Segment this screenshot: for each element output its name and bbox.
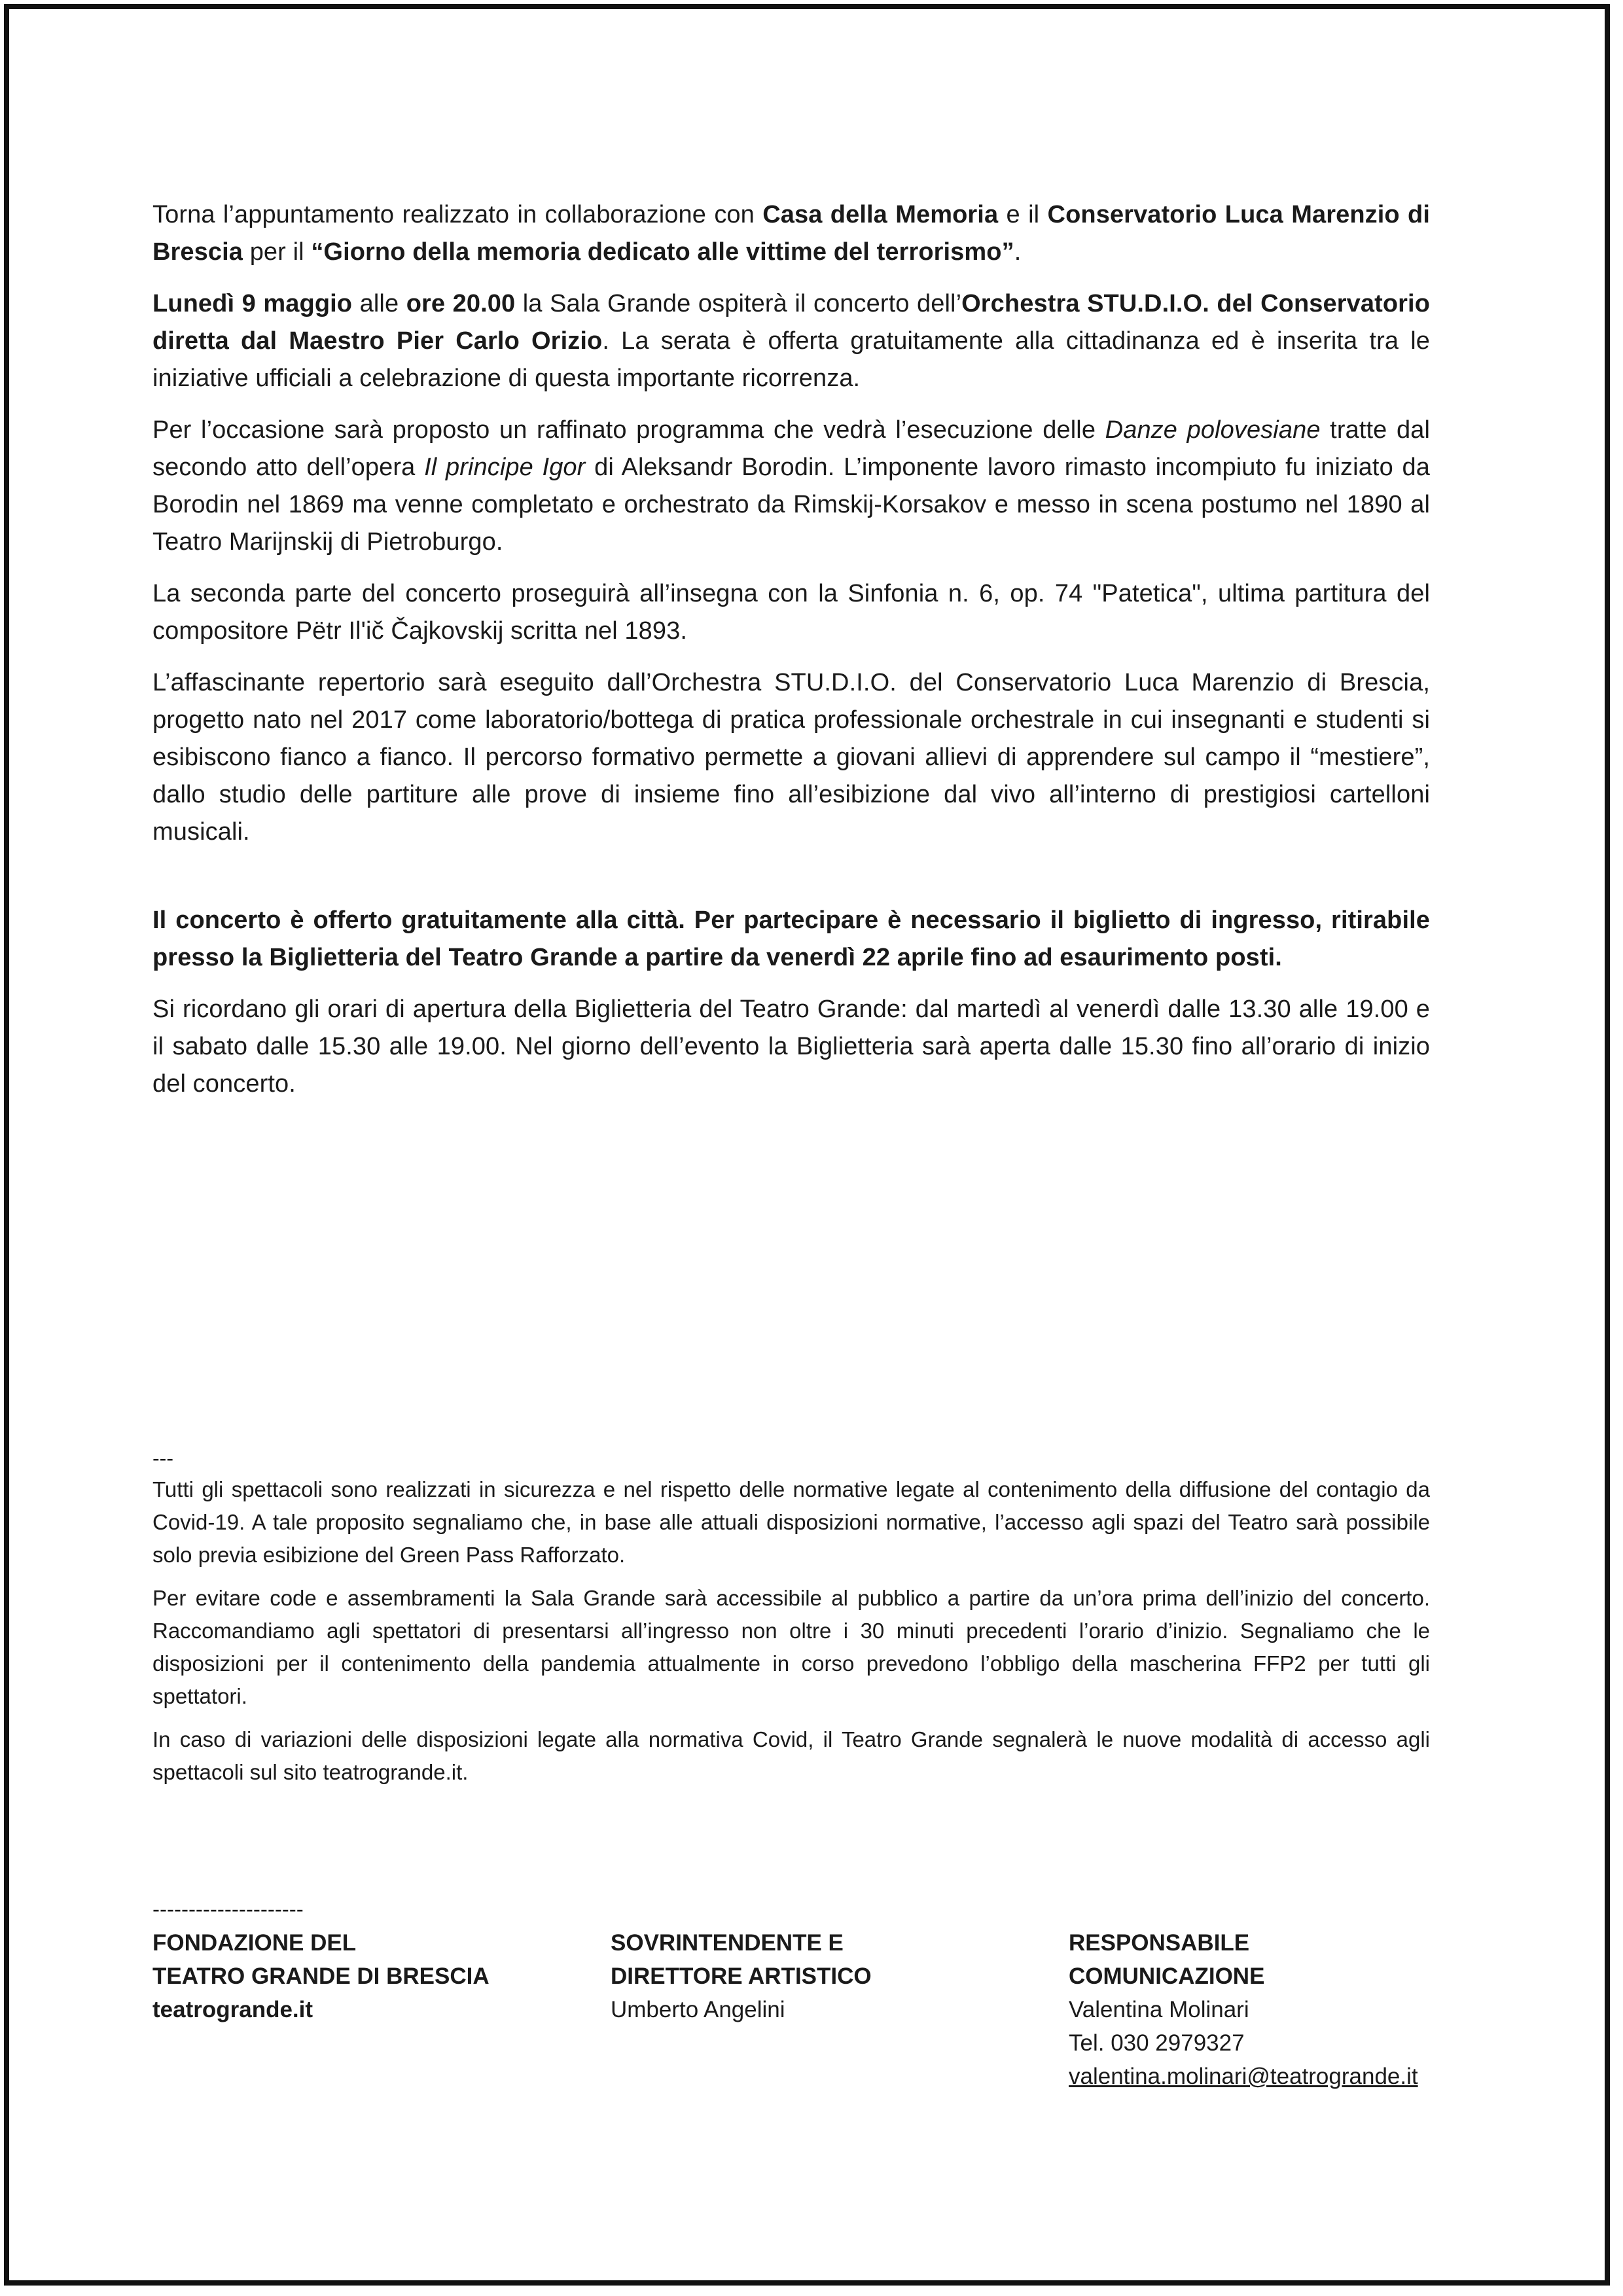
text: . xyxy=(1014,238,1022,266)
footer-separator: --------------------- xyxy=(152,1897,304,1921)
covid-notes xyxy=(152,1443,1430,1799)
note-access-time: Per evitare code e assembramenti la Sala Grande sarà accessibile al pubblico a partire da un’ora prima dell’inizio del concerto. Raccomandiamo agli spettatori di presentarsi all’ingresso non oltre i 30 minuti precedenti l’orario d’inizio. Segnaliamo che le disposizioni per il contenimento della pandemia attualmente in corso prevedono l’obbligo della mascherina FFP2 per tutti gli spettatori. xyxy=(152,1586,1430,1708)
communication-name: Valentina Molinari xyxy=(1069,1997,1249,2022)
communication-email-link[interactable]: valentina.molinari@teatrogrande.it xyxy=(1069,2064,1418,2089)
bold-text: “Giorno della memoria dedicato alle vittime del terrorismo” xyxy=(311,238,1014,266)
foundation-line: FONDAZIONE DEL xyxy=(152,1930,357,1956)
foundation-website: teatrogrande.it xyxy=(152,1997,313,2022)
notes-separator: --- xyxy=(152,1446,173,1470)
italic-text: Il principe Igor xyxy=(424,454,586,481)
paragraph-program xyxy=(152,412,1430,561)
text: di Aleksandr Borodin. L’imponente lavoro rimasto incompiuto fu iniziato da Borodin nel 1869 ma venne completato e orchestrato da Rimskij-Korsakov e messo in scena postumo nel 1890 al Teatro Marijnskij di Pietroburgo. xyxy=(152,454,1430,556)
paragraph-orchestra: L’affascinante repertorio sarà eseguito dall’Orchestra STU.D.I.O. del Conservatorio Luca Marenzio di Brescia, progetto nato nel 2017 come laboratorio/bottega di pratica professionale orchestrale in cui insegnanti e studenti si esibiscono fianco a fianco. Il percorso formativo permette a giovani allievi di apprendere sul campo il “mestiere”, dallo studio delle partiture alle prove di insieme fino all’esibizione dal vivo all’interno di prestigiosi cartelloni musicali. xyxy=(152,669,1430,846)
bold-text: Orchestra STU.D.I.O. del Conservatorio diretta dal Maestro Pier Carlo Orizio xyxy=(152,290,1431,355)
paragraph-tickets: Il concerto è offerto gratuitamente alla città. Per partecipare è necessario il biglietto di ingresso, ritirabile presso la Biglietteria del Teatro Grande a partire da venerdì 22 aprile fino ad esaurimento posti. xyxy=(152,906,1430,971)
text: per il xyxy=(243,238,312,266)
footer-director xyxy=(611,1926,1069,2093)
italic-text: Danze polovesiane xyxy=(1105,416,1321,444)
bold-text: Casa della Memoria xyxy=(762,201,999,228)
communication-phone: Tel. 030 2979327 xyxy=(1069,2030,1245,2056)
text: alle xyxy=(352,290,406,317)
text: tratte dal secondo atto dell’opera xyxy=(152,416,1430,481)
director-name: Umberto Angelini xyxy=(611,1997,785,2022)
bold-text: Lunedì 9 maggio xyxy=(152,290,353,317)
bold-text: ore 20.00 xyxy=(406,290,516,317)
note-green-pass: Tutti gli spettacoli sono realizzati in sicurezza e nel rispetto delle normative legate al contenimento della diffusione del contagio da Covid-19. A tale proposito segnaliamo che, in base alle attuali disposizioni normative, l’accesso agli spazi del Teatro sarà possibile solo previa esibizione del Green Pass Rafforzato. xyxy=(152,1477,1430,1567)
paragraph-box-office-hours: Si ricordano gli orari di apertura della Biglietteria del Teatro Grande: dal martedì al venerdì dalle 13.30 alle 19.00 e il sabato dalle 15.30 alle 19.00. Nel giorno dell’evento la Biglietteria sarà aperta dalle 15.30 fino all’orario di inizio del concerto. xyxy=(152,996,1430,1098)
note-variations: In caso di variazioni delle disposizioni legate alla normativa Covid, il Teatro Grande segnalerà le nuove modalità di accesso agli spettacoli sul sito teatrogrande.it. xyxy=(152,1727,1430,1784)
text: Per l’occasione sarà proposto un raffinato programma che vedrà l’esecuzione delle xyxy=(152,416,1105,444)
contacts-footer xyxy=(152,1895,1461,2093)
director-title-line1: SOVRINTENDENTE E xyxy=(611,1930,844,1956)
footer-communication xyxy=(1069,1926,1461,2093)
text: Torna l’appuntamento realizzato in collaborazione con xyxy=(152,201,763,228)
text: la Sala Grande ospiterà il concerto dell’ xyxy=(515,290,962,317)
communication-title-line1: RESPONSABILE xyxy=(1069,1930,1250,1956)
footer-foundation xyxy=(152,1926,611,2093)
text: e il xyxy=(998,201,1048,228)
foundation-name: TEATRO GRANDE DI BRESCIA xyxy=(152,1964,490,1989)
paragraph-event-details xyxy=(152,285,1430,397)
paragraph-intro xyxy=(152,196,1430,271)
paragraph-second-part: La seconda parte del concerto proseguirà all’insegna con la Sinfonia n. 6, op. 74 "Patetica", ultima partitura del compositore Pëtr Il'ič Čajkovskij scritta nel 1893. xyxy=(152,580,1430,645)
director-title-line2: DIRETTORE ARTISTICO xyxy=(611,1964,872,1989)
communication-title-line2: COMUNICAZIONE xyxy=(1069,1964,1265,1989)
press-release-body xyxy=(152,196,1430,1117)
bold-text: Conservatorio Luca Marenzio di Brescia xyxy=(152,201,1431,266)
text: . La serata è offerta gratuitamente alla cittadinanza ed è inserita tra le iniziative ufficiali a celebrazione di questa importante ricorrenza. xyxy=(152,327,1430,392)
